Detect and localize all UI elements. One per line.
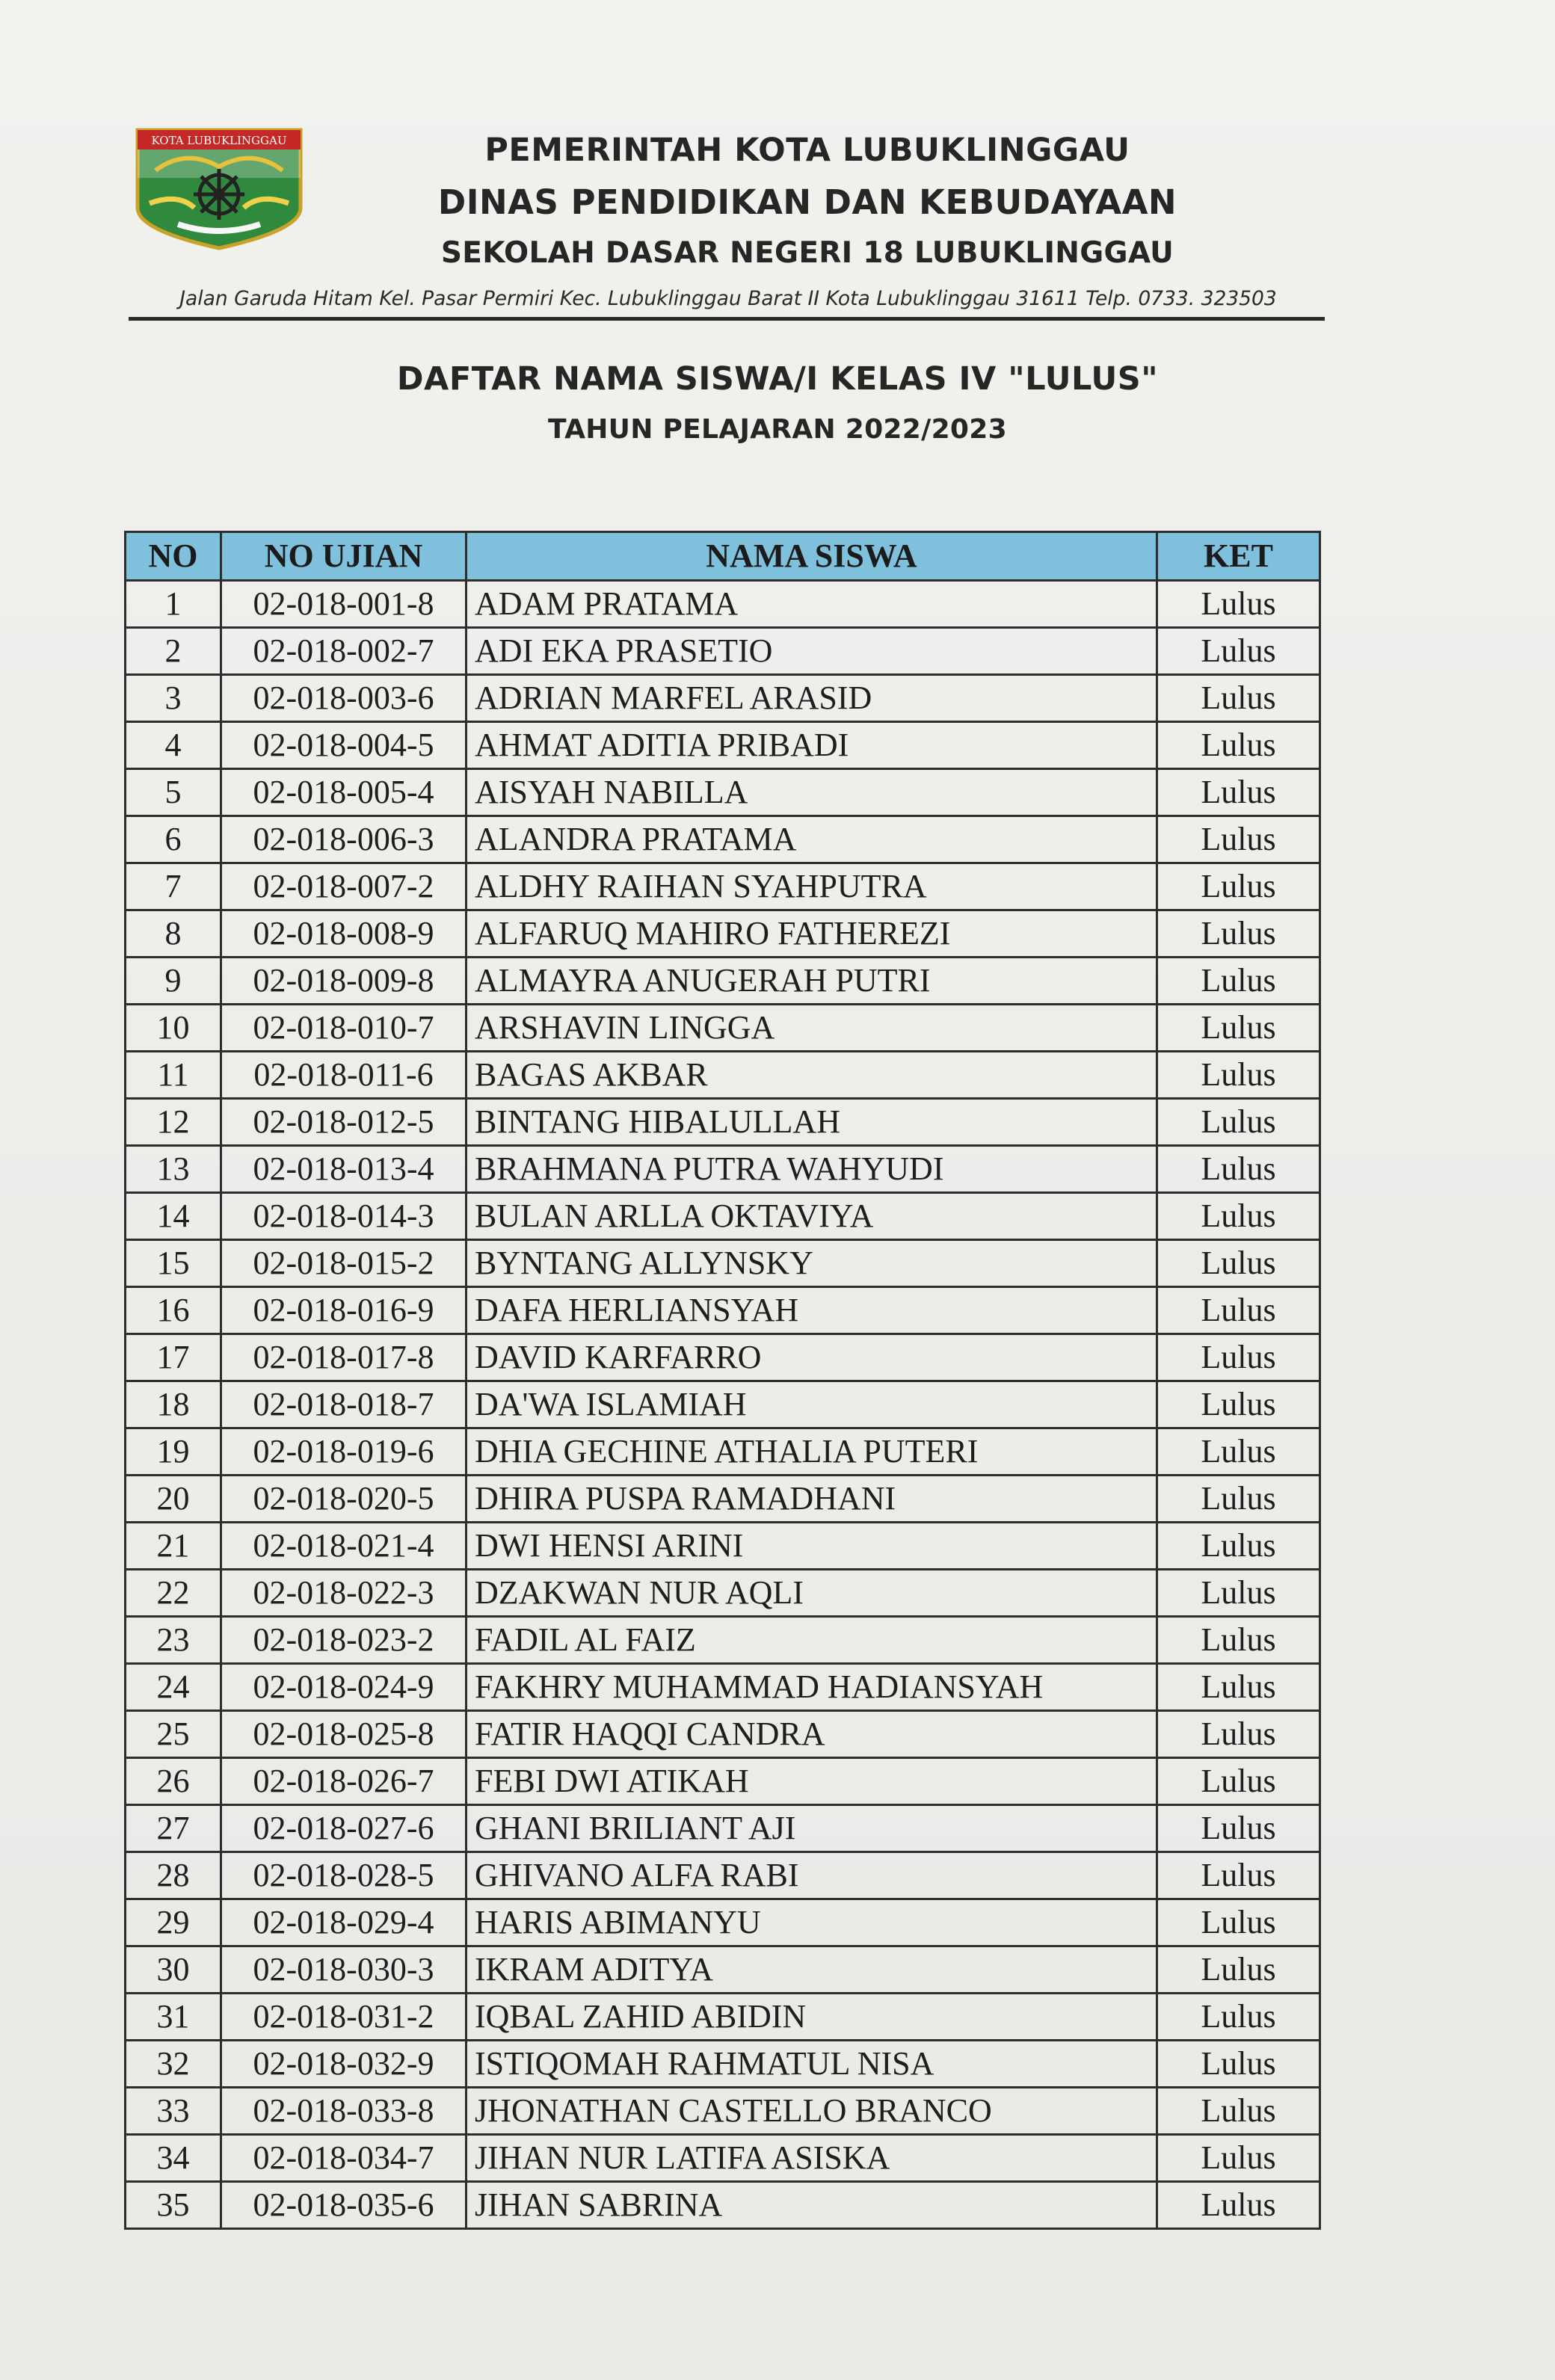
row-number-cell: 2 — [126, 628, 221, 675]
status-cell: Lulus — [1157, 1852, 1320, 1899]
exam-number-cell: 02-018-009-8 — [221, 958, 466, 1005]
status-cell: Lulus — [1157, 1005, 1320, 1052]
row-number-cell: 20 — [126, 1476, 221, 1523]
exam-number-cell: 02-018-032-9 — [221, 2041, 466, 2088]
exam-number-cell: 02-018-011-6 — [221, 1052, 466, 1099]
status-cell: Lulus — [1157, 1711, 1320, 1758]
student-table-container — [124, 531, 1321, 2230]
row-number-cell: 7 — [126, 863, 221, 910]
exam-number-cell: 02-018-022-3 — [221, 1570, 466, 1617]
exam-number-cell: 02-018-020-5 — [221, 1476, 466, 1523]
exam-number-cell: 02-018-008-9 — [221, 910, 466, 958]
table-row — [126, 1099, 1320, 1146]
table-row — [126, 2135, 1320, 2182]
exam-number-cell: 02-018-034-7 — [221, 2135, 466, 2182]
student-name-cell: DHIRA PUSPA RAMADHANI — [466, 1476, 1157, 1523]
exam-number-cell: 02-018-017-8 — [221, 1334, 466, 1381]
status-cell: Lulus — [1157, 2041, 1320, 2088]
exam-number-cell: 02-018-007-2 — [221, 863, 466, 910]
student-name-cell: HARIS ABIMANYU — [466, 1899, 1157, 1946]
student-name-cell: FADIL AL FAIZ — [466, 1617, 1157, 1664]
status-cell: Lulus — [1157, 2182, 1320, 2229]
student-table — [124, 531, 1321, 2230]
student-name-cell: AISYAH NABILLA — [466, 769, 1157, 816]
status-cell: Lulus — [1157, 1334, 1320, 1381]
exam-number-cell: 02-018-016-9 — [221, 1287, 466, 1334]
exam-number-cell: 02-018-001-8 — [221, 581, 466, 628]
status-cell: Lulus — [1157, 1428, 1320, 1476]
table-row — [126, 1523, 1320, 1570]
student-name-cell: BRAHMANA PUTRA WAHYUDI — [466, 1146, 1157, 1193]
student-name-cell: IKRAM ADITYA — [466, 1946, 1157, 1994]
student-name-cell: JIHAN NUR LATIFA ASISKA — [466, 2135, 1157, 2182]
status-cell: Lulus — [1157, 581, 1320, 628]
row-number-cell: 1 — [126, 581, 221, 628]
exam-number-cell: 02-018-026-7 — [221, 1758, 466, 1805]
table-row — [126, 1381, 1320, 1428]
row-number-cell: 5 — [126, 769, 221, 816]
row-number-cell: 13 — [126, 1146, 221, 1193]
status-cell: Lulus — [1157, 1994, 1320, 2041]
status-cell: Lulus — [1157, 1052, 1320, 1099]
exam-number-cell: 02-018-015-2 — [221, 1240, 466, 1287]
row-number-cell: 22 — [126, 1570, 221, 1617]
school-name: SEKOLAH DASAR NEGERI 18 LUBUKLINGGAU — [440, 236, 1174, 270]
row-number-cell: 16 — [126, 1287, 221, 1334]
table-row — [126, 628, 1320, 675]
exam-number-cell: 02-018-004-5 — [221, 722, 466, 769]
student-name-cell: BAGAS AKBAR — [466, 1052, 1157, 1099]
table-row — [126, 1476, 1320, 1523]
table-row — [126, 1052, 1320, 1099]
status-cell: Lulus — [1157, 769, 1320, 816]
row-number-cell: 33 — [126, 2088, 221, 2135]
row-number-cell: 15 — [126, 1240, 221, 1287]
table-row — [126, 1287, 1320, 1334]
table-row — [126, 1899, 1320, 1946]
government-name: PEMERINTAH KOTA LUBUKLINGGAU — [484, 132, 1130, 169]
table-row — [126, 958, 1320, 1005]
table-row — [126, 1570, 1320, 1617]
student-name-cell: GHANI BRILIANT AJI — [466, 1805, 1157, 1852]
student-name-cell: ADRIAN MARFEL ARASID — [466, 675, 1157, 722]
table-row — [126, 769, 1320, 816]
status-cell: Lulus — [1157, 1946, 1320, 1994]
student-name-cell: FAKHRY MUHAMMAD HADIANSYAH — [466, 1664, 1157, 1711]
table-row — [126, 816, 1320, 863]
row-number-cell: 34 — [126, 2135, 221, 2182]
student-name-cell: ALANDRA PRATAMA — [466, 816, 1157, 863]
status-cell: Lulus — [1157, 958, 1320, 1005]
table-row — [126, 1240, 1320, 1287]
status-cell: Lulus — [1157, 1476, 1320, 1523]
table-row — [126, 675, 1320, 722]
agency-name: DINAS PENDIDIKAN DAN KEBUDAYAAN — [437, 182, 1177, 222]
row-number-cell: 23 — [126, 1617, 221, 1664]
city-emblem-logo — [133, 126, 305, 251]
exam-number-cell: 02-018-013-4 — [221, 1146, 466, 1193]
exam-number-cell: 02-018-010-7 — [221, 1005, 466, 1052]
status-cell: Lulus — [1157, 1664, 1320, 1711]
student-name-cell: ISTIQOMAH RAHMATUL NISA — [466, 2041, 1157, 2088]
exam-number-cell: 02-018-014-3 — [221, 1193, 466, 1240]
table-row — [126, 2041, 1320, 2088]
row-number-cell: 10 — [126, 1005, 221, 1052]
exam-number-cell: 02-018-002-7 — [221, 628, 466, 675]
student-name-cell: FATIR HAQQI CANDRA — [466, 1711, 1157, 1758]
table-row — [126, 910, 1320, 958]
school-address: Jalan Garuda Hitam Kel. Pasar Permiri Kec. Lubuklinggau Barat II Kota Lubuklinggau 31611 Telp. 0733. 323503 — [179, 287, 1277, 310]
exam-number-cell: 02-018-019-6 — [221, 1428, 466, 1476]
status-cell: Lulus — [1157, 1570, 1320, 1617]
status-cell: Lulus — [1157, 1240, 1320, 1287]
student-name-cell: JIHAN SABRINA — [466, 2182, 1157, 2229]
exam-number-cell: 02-018-024-9 — [221, 1664, 466, 1711]
row-number-cell: 24 — [126, 1664, 221, 1711]
table-row — [126, 581, 1320, 628]
status-cell: Lulus — [1157, 628, 1320, 675]
student-name-cell: BULAN ARLLA OKTAVIYA — [466, 1193, 1157, 1240]
row-number-cell: 19 — [126, 1428, 221, 1476]
exam-number-cell: 02-018-023-2 — [221, 1617, 466, 1664]
student-name-cell: ARSHAVIN LINGGA — [466, 1005, 1157, 1052]
exam-number-cell: 02-018-030-3 — [221, 1946, 466, 1994]
student-name-cell: DAVID KARFARRO — [466, 1334, 1157, 1381]
table-row — [126, 722, 1320, 769]
row-number-cell: 25 — [126, 1711, 221, 1758]
student-name-cell: DAFA HERLIANSYAH — [466, 1287, 1157, 1334]
row-number-cell: 31 — [126, 1994, 221, 2041]
row-number-cell: 35 — [126, 2182, 221, 2229]
student-name-cell: DA'WA ISLAMIAH — [466, 1381, 1157, 1428]
exam-number-cell: 02-018-006-3 — [221, 816, 466, 863]
table-row — [126, 1805, 1320, 1852]
table-row — [126, 1758, 1320, 1805]
status-cell: Lulus — [1157, 1381, 1320, 1428]
exam-number-cell: 02-018-005-4 — [221, 769, 466, 816]
row-number-cell: 12 — [126, 1099, 221, 1146]
document-subtitle: TAHUN PELAJARAN 2022/2023 — [548, 414, 1007, 445]
table-header-row — [126, 532, 1320, 581]
exam-number-cell: 02-018-035-6 — [221, 2182, 466, 2229]
table-row — [126, 1617, 1320, 1664]
student-name-cell: BINTANG HIBALULLAH — [466, 1099, 1157, 1146]
table-row — [126, 863, 1320, 910]
student-name-cell: ALDHY RAIHAN SYAHPUTRA — [466, 863, 1157, 910]
row-number-cell: 18 — [126, 1381, 221, 1428]
header-no-ujian: NO UJIAN — [221, 532, 466, 581]
status-cell: Lulus — [1157, 1146, 1320, 1193]
table-row — [126, 2182, 1320, 2229]
status-cell: Lulus — [1157, 1193, 1320, 1240]
exam-number-cell: 02-018-018-7 — [221, 1381, 466, 1428]
table-body — [126, 581, 1320, 2229]
exam-number-cell: 02-018-033-8 — [221, 2088, 466, 2135]
exam-number-cell: 02-018-003-6 — [221, 675, 466, 722]
letterhead-divider — [129, 317, 1325, 321]
student-name-cell: DWI HENSI ARINI — [466, 1523, 1157, 1570]
status-cell: Lulus — [1157, 1899, 1320, 1946]
student-name-cell: FEBI DWI ATIKAH — [466, 1758, 1157, 1805]
row-number-cell: 29 — [126, 1899, 221, 1946]
table-row — [126, 2088, 1320, 2135]
status-cell: Lulus — [1157, 675, 1320, 722]
header-nama-siswa: NAMA SISWA — [466, 532, 1157, 581]
status-cell: Lulus — [1157, 2088, 1320, 2135]
status-cell: Lulus — [1157, 1287, 1320, 1334]
exam-number-cell: 02-018-021-4 — [221, 1523, 466, 1570]
table-row — [126, 1994, 1320, 2041]
student-name-cell: DHIA GECHINE ATHALIA PUTERI — [466, 1428, 1157, 1476]
table-row — [126, 1428, 1320, 1476]
table-row — [126, 1852, 1320, 1899]
row-number-cell: 26 — [126, 1758, 221, 1805]
student-name-cell: ALFARUQ MAHIRO FATHEREZI — [466, 910, 1157, 958]
exam-number-cell: 02-018-025-8 — [221, 1711, 466, 1758]
table-row — [126, 1146, 1320, 1193]
row-number-cell: 6 — [126, 816, 221, 863]
status-cell: Lulus — [1157, 910, 1320, 958]
status-cell: Lulus — [1157, 816, 1320, 863]
exam-number-cell: 02-018-028-5 — [221, 1852, 466, 1899]
row-number-cell: 4 — [126, 722, 221, 769]
row-number-cell: 9 — [126, 958, 221, 1005]
status-cell: Lulus — [1157, 722, 1320, 769]
status-cell: Lulus — [1157, 2135, 1320, 2182]
table-row — [126, 1334, 1320, 1381]
table-row — [126, 1193, 1320, 1240]
document-title: DAFTAR NAMA SISWA/I KELAS IV "LULUS" — [396, 360, 1159, 398]
status-cell: Lulus — [1157, 863, 1320, 910]
student-name-cell: ALMAYRA ANUGERAH PUTRI — [466, 958, 1157, 1005]
row-number-cell: 27 — [126, 1805, 221, 1852]
exam-number-cell: 02-018-031-2 — [221, 1994, 466, 2041]
row-number-cell: 28 — [126, 1852, 221, 1899]
status-cell: Lulus — [1157, 1099, 1320, 1146]
status-cell: Lulus — [1157, 1805, 1320, 1852]
status-cell: Lulus — [1157, 1523, 1320, 1570]
row-number-cell: 3 — [126, 675, 221, 722]
table-row — [126, 1664, 1320, 1711]
exam-number-cell: 02-018-029-4 — [221, 1899, 466, 1946]
table-row — [126, 1946, 1320, 1994]
row-number-cell: 11 — [126, 1052, 221, 1099]
status-cell: Lulus — [1157, 1758, 1320, 1805]
student-name-cell: DZAKWAN NUR AQLI — [466, 1570, 1157, 1617]
student-name-cell: ADI EKA PRASETIO — [466, 628, 1157, 675]
header-ket: KET — [1157, 532, 1320, 581]
table-row — [126, 1711, 1320, 1758]
student-name-cell: ADAM PRATAMA — [466, 581, 1157, 628]
student-name-cell: AHMAT ADITIA PRIBADI — [466, 722, 1157, 769]
exam-number-cell: 02-018-027-6 — [221, 1805, 466, 1852]
row-number-cell: 21 — [126, 1523, 221, 1570]
row-number-cell: 32 — [126, 2041, 221, 2088]
exam-number-cell: 02-018-012-5 — [221, 1099, 466, 1146]
row-number-cell: 30 — [126, 1946, 221, 1994]
table-row — [126, 1005, 1320, 1052]
row-number-cell: 14 — [126, 1193, 221, 1240]
letterhead — [0, 0, 1555, 329]
student-name-cell: BYNTANG ALLYNSKY — [466, 1240, 1157, 1287]
status-cell: Lulus — [1157, 1617, 1320, 1664]
row-number-cell: 17 — [126, 1334, 221, 1381]
row-number-cell: 8 — [126, 910, 221, 958]
header-no: NO — [126, 532, 221, 581]
student-name-cell: IQBAL ZAHID ABIDIN — [466, 1994, 1157, 2041]
logo-banner-text: KOTA LUBUKLINGGAU — [151, 134, 287, 147]
student-name-cell: GHIVANO ALFA RABI — [466, 1852, 1157, 1899]
student-name-cell: JHONATHAN CASTELLO BRANCO — [466, 2088, 1157, 2135]
